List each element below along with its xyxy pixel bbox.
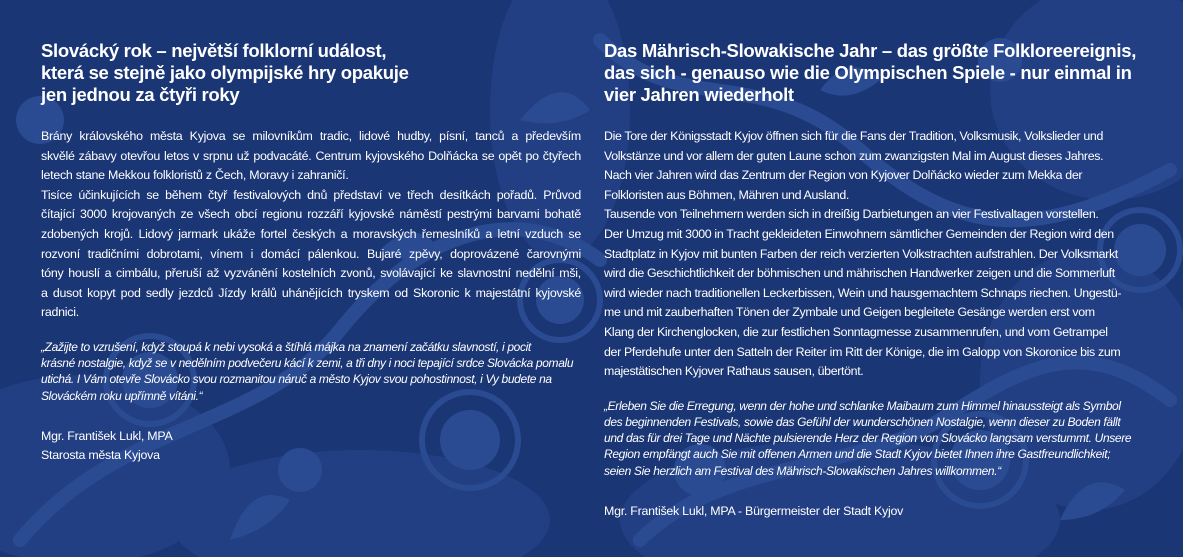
german-body-line: wird wieder nach traditionellen Leckerbissen, Wein und hausgemachtem Schnaps riechen. Ungestü- <box>604 285 1122 300</box>
german-body-line: Klang der Kirchenglocken, die zur festlichen Sonntagmesse zusammenrufen, und vom Getrampel <box>604 324 1108 339</box>
czech-body-line: letech stane Mekkou folkloristů z Čech, Moravy i zahraničí. <box>41 168 349 183</box>
german-body-line: me und mit zauberhaften Tönen der Zymbale und Geigen begleitete Gesänge werden erst vom <box>604 305 1095 320</box>
czech-quote-line: „Zažijte to vzrušení, když stoupá k nebi vysoká a štíhlá májka na znamení začátku slavností, i pocit <box>41 339 531 354</box>
czech-quote-line: utichá. I Vám otevře Slovácko svou rozmanitou náruč a město Kyjov svou pohostinnost, i Vy budete na <box>41 372 552 387</box>
czech-signature-name: Mgr. František Lukl, MPA <box>41 428 173 443</box>
german-column <box>604 40 1144 521</box>
czech-body-line: Brány královského města Kyjova se milovníkům tradic, lidové hudby, písní, tanců a především <box>41 129 581 143</box>
german-body-line: Der Umzug mit 3000 in Tracht gekleideten Einwohnern sämtlicher Gemeinden der Region wird den <box>604 226 1114 241</box>
czech-title-line: jen jednou za čtyři roky <box>41 84 240 105</box>
german-body-line: Tausende von Teilnehmern werden sich in dreißig Darbietungen an vier Festivaltagen vorstellen. <box>604 207 1099 222</box>
german-body-line: Stadtplatz in Kyjov mit bunten Farben der reich verzierten Volkstrachten aufstrahlen. Der Volksmarkt <box>604 246 1118 261</box>
german-body-line: der Pferdehufe unter den Satteln der Reiter im Ritt der Könige, die im Galopp von Skoronice bis zum <box>604 344 1121 359</box>
german-body-line: Volkstänze und vor allem der guten Laune schon zum zwanzigsten Mal im August dieses Jahres. <box>604 148 1104 163</box>
czech-body-line: skvělé zábavy otevřou letos v srpnu už podvacáté. Centrum kyjovského Dolňácka se opět po čtyřech <box>41 148 581 163</box>
czech-signature <box>41 427 581 466</box>
czech-body-line: Tisíce účinkujících se během čtyř festivalových dnů představí ve třech desítkách pořadů. Průvod <box>41 187 581 202</box>
german-body-line: Nach vier Jahren wird das Zentrum der Region von Kyjover Dolňácko wieder zum Mekka der <box>604 168 1083 183</box>
german-title-line: vier Jahren wiederholt <box>604 84 794 105</box>
german-body-line: Folkloristen aus Böhmen, Mähren und Ausland. <box>604 187 849 202</box>
czech-title-line: která se stejně jako olympijské hry opakuje <box>41 62 409 83</box>
german-quote-line: seien Sie herzlich am Festival des Mährisch-Slowakischen Jahres willkommen.“ <box>604 463 1001 478</box>
german-title-line: das sich - genauso wie die Olympischen Spiele - nur einmal in <box>604 62 1132 83</box>
german-quote-line: „Erleben Sie die Erregung, wenn der hohe und schlanke Maibaum zum Himmel hinaussteigt als Symbol <box>604 398 1121 413</box>
german-quote-line: und das für drei Tage und Nächte pulsierende Herz der Region von Slovácko langsam verstummt. Unsere <box>604 431 1132 446</box>
czech-title <box>41 40 581 106</box>
czech-title-line: Slovácký rok – největší folklorní událost, <box>41 40 387 61</box>
czech-body-line: zdobených krojů. Lidový jarmark ukáže fortel českých a moravských řemeslníků a letní vzduch se <box>41 226 581 241</box>
czech-column <box>41 40 581 466</box>
czech-body <box>41 127 581 323</box>
german-signature-line: Mgr. František Lukl, MPA - Bürgermeister der Stadt Kyjov <box>604 503 904 518</box>
czech-quote-line: Slováckém roku upřímně vítáni.“ <box>41 388 203 403</box>
czech-body-line: radnici. <box>41 305 79 320</box>
german-title-line: Das Mährisch-Slowakische Jahr – das größte Folkloreereignis, <box>604 40 1137 61</box>
german-signature <box>604 502 1144 522</box>
czech-quote-line: krásné nostalgie, když se v nedělním podvečeru kácí k zemi, a tři dny i noci tepající srdce Slovácka pomalu <box>41 356 574 371</box>
czech-body-line: tóny houslí a cimbálu, přeruší až vyzvánění kostelních zvonů, svolávající ke slavnostní nedělní mši, <box>41 266 581 281</box>
czech-signature-role: Starosta města Kyjova <box>41 448 160 463</box>
german-quote-line: des beginnenden Festivals, sowie das Gefühl der wunderschönen Nostalgie, wenn dieser zu Boden fällt <box>604 414 1121 429</box>
czech-body-line: a dusot kopyt pod sedly jezdců Jízdy králů uhánějících tryskem od Skoronic k majestátní kyjovské <box>41 285 581 300</box>
czech-body-line: rozvoní tradičními dobrotami, vínem i domácí pálenkou. Bujaré zpěvy, doprovázené čarovnými <box>41 246 581 261</box>
german-title <box>604 40 1144 106</box>
czech-body-line: čítající 3000 krojovaných ze všech obcí regionu rozzáří kyjovské náměstí pestrými barvami bohatě <box>41 207 581 222</box>
german-body-line: Die Tore der Königsstadt Kyjov öffnen sich für die Fans der Tradition, Volksmusik, Volkslieder und <box>604 129 1104 143</box>
german-body-line: wird die Geschichtlichkeit der böhmischen und mährischen Handwerker zeigen und die Sommerluft <box>604 266 1115 281</box>
czech-quote <box>41 339 581 404</box>
german-quote <box>604 398 1144 479</box>
german-body-line: majestätischen Kyjover Rathaus sausen, übertönt. <box>604 364 864 379</box>
german-body <box>604 127 1144 382</box>
german-quote-line: Region empfängt auch Sie mit offenen Armen und die Stadt Kyjov bietet Ihnen ihre Gastfreundlichkeit; <box>604 447 1111 462</box>
